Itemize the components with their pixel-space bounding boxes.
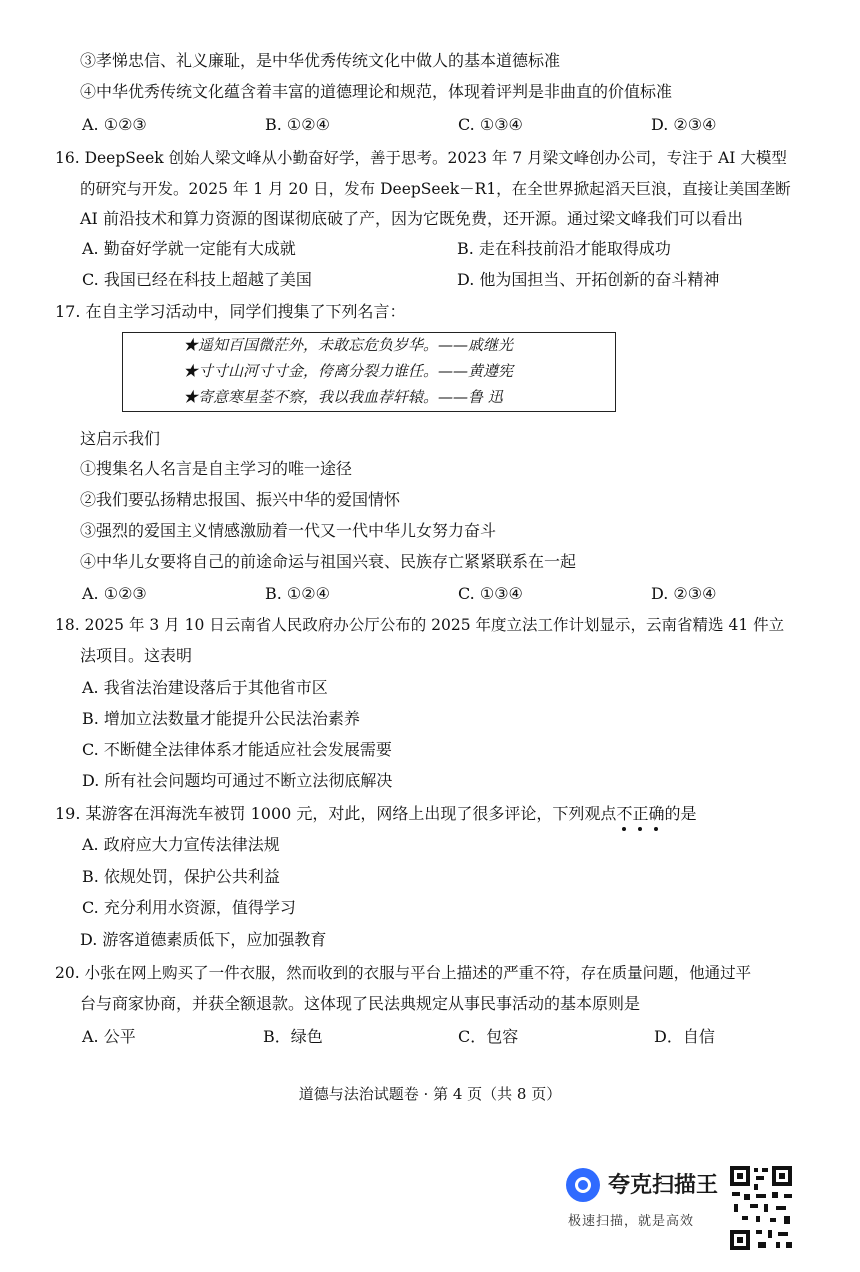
q17-prompt: 这启示我们 [80,429,161,448]
quote-box [122,332,616,412]
q17-stem: 17. 在自主学习活动中，同学们搜集了下列名言： [55,302,406,321]
page-footer: 道德与法治试题卷 · 第 4 页（共 8 页） [298,1085,562,1103]
q17-option-b[interactable]: B. ①②④ [265,584,330,603]
scanner-logo-icon [566,1168,600,1202]
q20-option-d[interactable]: D．自信 [654,1027,715,1046]
q18-option-c[interactable]: C. 不断健全法律体系才能适应社会发展需要 [82,740,392,759]
quote-1: ★遥知百国微茫外，未敢忘危负岁华。——戚继光 [183,336,514,354]
quote-2: ★寸寸山河寸寸金，侉离分裂力谁任。——黄遵宪 [183,362,514,380]
q18-option-d[interactable]: D. 所有社会问题均可通过不断立法彻底解决 [82,771,393,790]
q15-item-3: ③孝悌忠信、礼义廉耻，是中华优秀传统文化中做人的基本道德标准 [80,51,561,70]
q18-option-a[interactable]: A. 我省法治建设落后于其他省市区 [82,678,328,697]
q19-stem-pre: 19. 某游客在洱海洗车被罚 1000 元，对此，网络上出现了很多评论，下列观点 [55,804,617,823]
q20-stem-line-2: 台与商家协商，并获全额退款。这体现了民法典规定从事民事活动的基本原则是 [80,994,641,1013]
q19-stem [55,803,697,825]
q19-option-d[interactable]: D. 游客道德素质低下，应加强教育 [80,930,327,949]
q15-option-d[interactable]: D. ②③④ [651,115,717,134]
q16-stem-line-3: AI 前沿技术和算力资源的图谋彻底破了产，因为它既免费，还开源。通过梁文峰我们可以看出 [80,209,743,228]
q15-option-b[interactable]: B. ①②④ [265,115,330,134]
q17-option-d[interactable]: D. ②③④ [651,584,717,603]
q19-stem-post: 的是 [664,804,697,823]
q15-option-a[interactable]: A. ①②③ [82,115,147,134]
q19-emphasis-1: 不 [616,804,633,823]
q18-stem-line-1: 18. 2025 年 3 月 10 日云南省人民政府办公厅公布的 2025 年度立法工作计划显示，云南省精选 41 件立 [55,616,785,634]
brand-name: 夸克扫描王 [608,1173,719,1198]
q17-item-2: ②我们要弘扬精忠报国、振兴中华的爱国情怀 [80,490,401,509]
brand-slogan: 极速扫描，就是高效 [568,1214,695,1229]
q19-emphasis-3: 确 [648,804,665,823]
q19-emphasis-2: 正 [632,804,649,823]
q19-option-b[interactable]: B. 依规处罚，保护公共利益 [82,867,280,886]
q17-item-3: ③强烈的爱国主义情感激励着一代又一代中华儿女努力奋斗 [80,521,497,540]
q19-option-a[interactable]: A. 政府应大力宣传法律法规 [82,835,280,854]
qr-code-icon [728,1164,794,1252]
q16-stem-line-1: 16. DeepSeek 创始人梁文峰从小勤奋好学，善于思考。2023 年 7 月梁文峰创办公司，专注于 AI 大模型 [55,149,787,167]
q15-item-4: ④中华优秀传统文化蕴含着丰富的道德理论和规范，体现着评判是非曲直的价值标准 [80,82,673,101]
q16-stem-line-2: 的研究与开发。2025 年 1 月 20 日，发布 DeepSeek－R1，在全世界掀起滔天巨浪，直接让美国垄断 [80,180,791,198]
q16-option-d[interactable]: D. 他为国担当、开拓创新的奋斗精神 [457,270,720,289]
q20-option-a[interactable]: A. 公平 [82,1027,136,1046]
q20-option-b[interactable]: B．绿色 [263,1027,323,1046]
q20-stem-line-1: 20. 小张在网上购买了一件衣服，然而收到的衣服与平台上描述的严重不符，存在质量问题，他通过平 [55,964,752,982]
q17-item-4: ④中华儿女要将自己的前途命运与祖国兴衰、民族存亡紧紧联系在一起 [80,552,577,571]
q19-option-c[interactable]: C. 充分利用水资源，值得学习 [82,898,296,917]
q15-option-c[interactable]: C. ①③④ [458,115,523,134]
q16-option-c[interactable]: C. 我国已经在科技上超越了美国 [82,270,312,289]
q20-option-c[interactable]: C．包容 [458,1027,519,1046]
q16-option-a[interactable]: A. 勤奋好学就一定能有大成就 [82,239,296,258]
scanner-watermark [566,1164,796,1254]
q18-stem-line-2: 法项目。这表明 [80,646,193,665]
q17-item-1: ①搜集名人名言是自主学习的唯一途径 [80,459,353,478]
q17-option-a[interactable]: A. ①②③ [82,584,147,603]
q16-option-b[interactable]: B. 走在科技前沿才能取得成功 [457,239,671,258]
quote-3: ★寄意寒星荃不察，我以我血荐轩辕。——鲁 迅 [183,388,503,406]
q18-option-b[interactable]: B. 增加立法数量才能提升公民法治素养 [82,709,360,728]
q17-option-c[interactable]: C. ①③④ [458,584,523,603]
